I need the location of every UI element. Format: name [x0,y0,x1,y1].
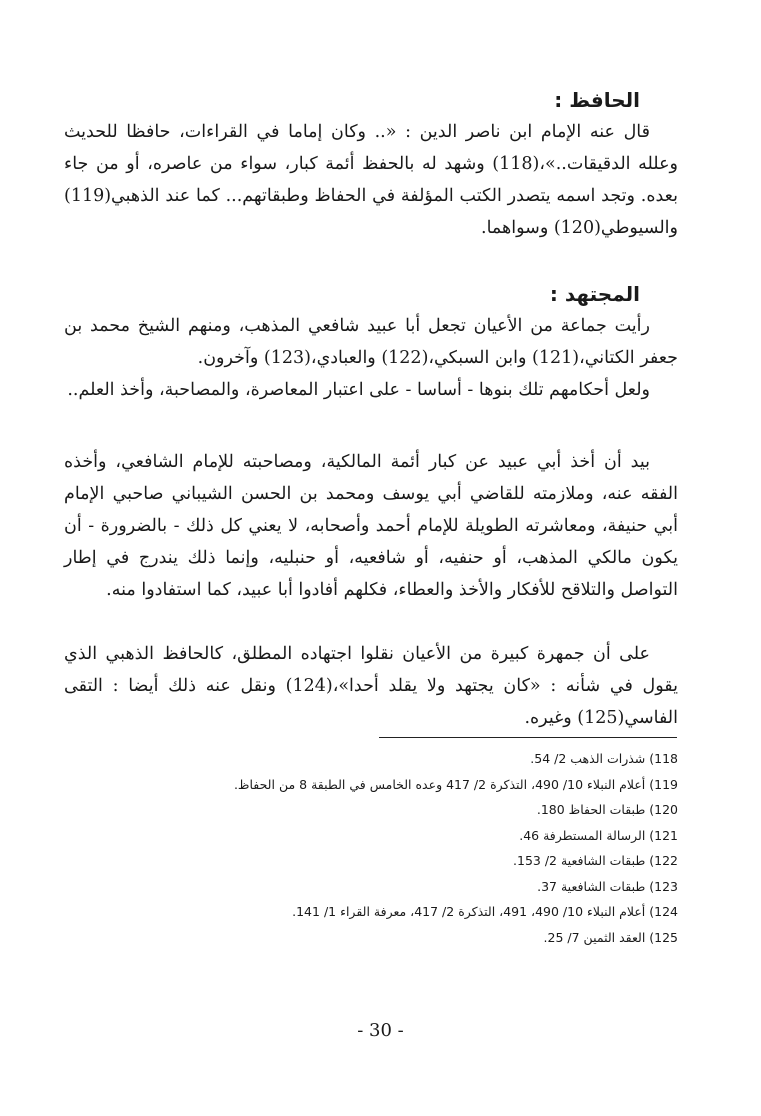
footnote-divider [379,737,677,738]
footnote-item: 125) العقد الثمين 7/ 25. [543,929,678,945]
footnote-item: 122) طبقات الشافعية 2/ 153. [513,853,678,868]
footnote-item: 119) أعلام النبلاء 10/ 490، التذكرة 2/ 417 وعده الخامس في الطبقة 8 من الحفاظ. [233,776,678,792]
footnote-item: 121) الرسالة المستطرفة 46. [519,827,678,843]
footnotes-list [64,746,678,950]
section-heading-mujtahid: المجتهد : [549,282,640,306]
footnote-item: 118) شذرات الذهب 2/ 54. [530,751,678,766]
paragraph-mujtahid-1: رأيت جماعة من الأعيان تجعل أبا عبيد شافعي المذهب، ومنهم الشيخ محمد بن جعفر الكتاني،(121) وابن السبكي،(122) والعبادي،(123) وآخرون. [64,316,678,368]
page-number: - 30 - [357,1020,404,1041]
paragraph-hafiz: قال عنه الإمام ابن ناصر الدين : «.. وكان إماما في القراءات، حافظا للحديث وعلله الدقيقات..»،(118) وشهد له بالحفظ أئمة كبار، سواء من عاصره، أو من جاء بعده. وتجد اسمه يتصدر الكتب المؤلفة في الحفاظ وطبقاتهم... كما عند الذهبي(119) والسيوطي(120) وسواهما. [64,122,678,238]
section-heading-hafiz: الحافظ : [554,88,640,112]
footnote-item: 124) أعلام النبلاء 10/ 490، 491، التذكرة 2/ 417، معرفة القراء 1/ 141. [292,904,678,919]
paragraph-mujtahid-3: بيد أن أخذ أبي عبيد عن كبار أئمة المالكية، ومصاحبته للإمام الشافعي، وأخذه الفقه عنه، وملازمته للقاضي أبي يوسف ومحمد بن الحسن الشيباني صاحبي الإمام أبي حنيفة، ومعاشرته الطويلة للإمام أحمد وأصحابه، لا يعني كل ذلك - بالضرورة - أن يكون مالكي المذهب، أو حنفيه، أو شافعيه، أو حنبليه، وإنما ذلك يندرج في إطار التواصل والتلاقح للأفكار والأخذ والعطاء، فكلهم أفادوا أبا عبيد، كما استفادوا منه. [64,452,678,600]
footnote-item: 120) طبقات الحفاظ 180. [536,802,678,817]
footnote-item: 123) طبقات الشافعية 37. [537,878,678,894]
paragraph-mujtahid-4: على أن جمهرة كبيرة من الأعيان نقلوا اجتهاده المطلق، كالحافظ الذهبي الذي يقول في شأنه : «كان يجتهد ولا يقلد أحدا»،(124) ونقل عنه ذلك أيضا : التقى الفاسي(125) وغيره. [64,644,678,728]
paragraph-mujtahid-2: ولعل أحكامهم تلك بنوها - أساسا - على اعتبار المعاصرة، والمصاحبة، وأخذ العلم.. [67,380,650,400]
